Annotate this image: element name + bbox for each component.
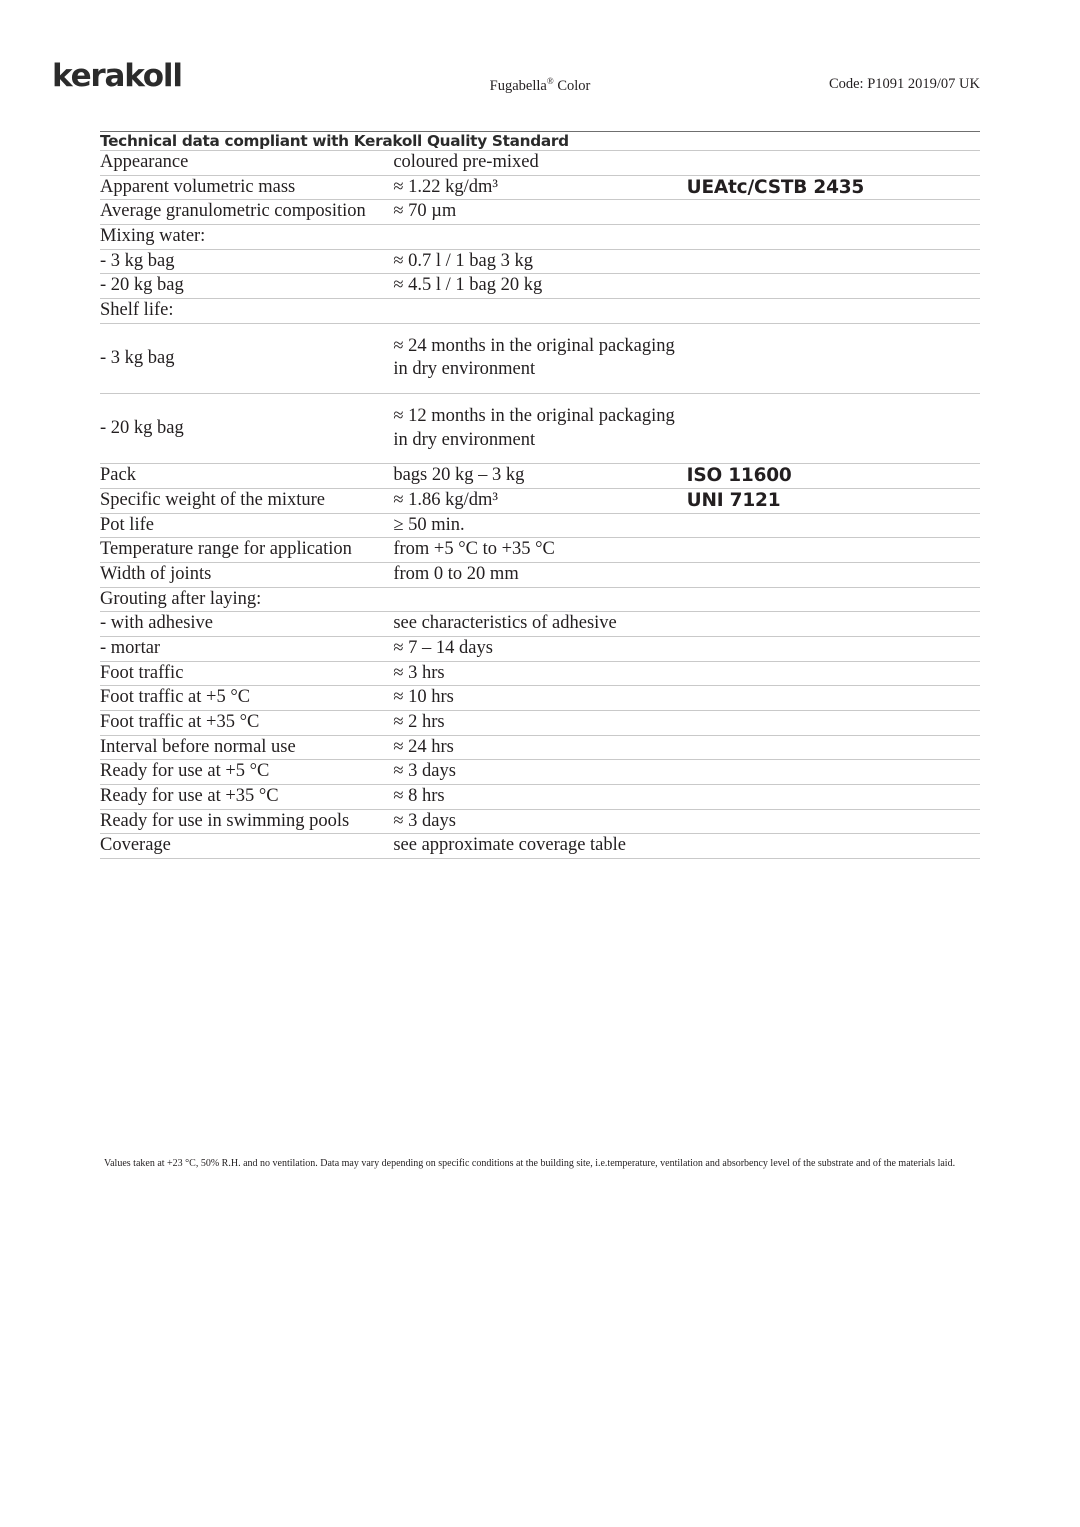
- row-reference: [687, 563, 980, 588]
- row-reference: [687, 735, 980, 760]
- row-value: from 0 to 20 mm: [393, 563, 686, 588]
- table-row: [100, 760, 980, 785]
- row-label: Foot traffic at +35 °C: [100, 711, 393, 736]
- row-reference: [687, 538, 980, 563]
- row-label: - 20 kg bag: [100, 394, 393, 464]
- row-reference: [687, 151, 980, 176]
- table-row: [100, 151, 980, 176]
- table-row: [100, 274, 980, 299]
- row-reference: ISO 11600: [687, 464, 980, 489]
- table-row: [100, 735, 980, 760]
- row-value: ≈ 24 hrs: [393, 735, 686, 760]
- table-row: [100, 249, 980, 274]
- technical-data-table-wrapper: [100, 131, 980, 859]
- row-label: Coverage: [100, 834, 393, 859]
- row-value: [393, 299, 686, 324]
- registered-mark: ®: [546, 76, 554, 86]
- row-value: ≈ 3 days: [393, 809, 686, 834]
- row-value: bags 20 kg – 3 kg: [393, 464, 686, 489]
- table-row: [100, 323, 980, 393]
- row-label: Mixing water:: [100, 225, 393, 250]
- row-label: - 3 kg bag: [100, 323, 393, 393]
- row-value: ≈ 2 hrs: [393, 711, 686, 736]
- table-row: [100, 637, 980, 662]
- row-value: ≈ 3 hrs: [393, 661, 686, 686]
- row-reference: [687, 637, 980, 662]
- row-value: see characteristics of adhesive: [393, 612, 686, 637]
- row-value: ≈ 8 hrs: [393, 785, 686, 810]
- table-row: [100, 175, 980, 200]
- row-value: coloured pre-mixed: [393, 151, 686, 176]
- row-reference: [687, 299, 980, 324]
- product-name-suffix: Color: [553, 77, 591, 94]
- row-label: Foot traffic at +5 °C: [100, 686, 393, 711]
- row-label: Appearance: [100, 151, 393, 176]
- row-value: ≈ 1.86 kg/dm³: [393, 489, 686, 514]
- row-value: [393, 587, 686, 612]
- row-reference: [687, 686, 980, 711]
- row-value: ≈ 3 days: [393, 760, 686, 785]
- row-reference: [687, 809, 980, 834]
- row-label: - 3 kg bag: [100, 249, 393, 274]
- row-label: Pack: [100, 464, 393, 489]
- row-label: - with adhesive: [100, 612, 393, 637]
- row-label: Apparent volumetric mass: [100, 175, 393, 200]
- row-label: Pot life: [100, 513, 393, 538]
- row-value: ≈ 0.7 l / 1 bag 3 kg: [393, 249, 686, 274]
- row-reference: [687, 274, 980, 299]
- row-label: - 20 kg bag: [100, 274, 393, 299]
- table-row: [100, 711, 980, 736]
- row-reference: [687, 711, 980, 736]
- table-row: [100, 299, 980, 324]
- technical-data-table: [100, 131, 980, 859]
- table-row: [100, 587, 980, 612]
- row-value: ≈ 70 µm: [393, 200, 686, 225]
- table-title: Technical data compliant with Kerakoll Quality Standard: [100, 132, 980, 151]
- row-reference: [687, 323, 980, 393]
- row-reference: [687, 785, 980, 810]
- row-label: Ready for use at +35 °C: [100, 785, 393, 810]
- row-label: Average granulometric composition: [100, 200, 393, 225]
- row-reference: UEAtc/CSTB 2435: [687, 175, 980, 200]
- kerakoll-logo: kerakoll: [52, 58, 182, 94]
- row-label: Foot traffic: [100, 661, 393, 686]
- table-row: [100, 834, 980, 859]
- row-label: Shelf life:: [100, 299, 393, 324]
- technical-data-table-body: [100, 132, 980, 859]
- row-reference: [687, 612, 980, 637]
- table-row: [100, 809, 980, 834]
- table-row: [100, 200, 980, 225]
- row-value: [393, 225, 686, 250]
- row-value: ≈ 4.5 l / 1 bag 20 kg: [393, 274, 686, 299]
- row-label: Ready for use at +5 °C: [100, 760, 393, 785]
- table-row: [100, 464, 980, 489]
- row-reference: [687, 249, 980, 274]
- row-reference: [687, 394, 980, 464]
- row-label: - mortar: [100, 637, 393, 662]
- row-value: ≥ 50 min.: [393, 513, 686, 538]
- row-value: see approximate coverage table: [393, 834, 686, 859]
- row-value: from +5 °C to +35 °C: [393, 538, 686, 563]
- row-reference: [687, 200, 980, 225]
- row-reference: UNI 7121: [687, 489, 980, 514]
- row-reference: [687, 661, 980, 686]
- row-value: ≈ 1.22 kg/dm³: [393, 175, 686, 200]
- row-reference: [687, 834, 980, 859]
- document-code: Code: P1091 2019/07 UK: [828, 76, 980, 92]
- row-reference: [687, 225, 980, 250]
- row-value: ≈ 12 months in the original packaging in dry environment: [393, 394, 686, 464]
- footnote: Values taken at +23 °C, 50% R.H. and no ventilation. Data may vary depending on specific conditions at the building site, i.e.temperature, ventilation and absorbency level of the substrate and of the materials laid.: [104, 1158, 956, 1169]
- table-row: [100, 225, 980, 250]
- row-label: Grouting after laying:: [100, 587, 393, 612]
- row-value: ≈ 10 hrs: [393, 686, 686, 711]
- table-row: [100, 513, 980, 538]
- table-row: [100, 394, 980, 464]
- row-label: Temperature range for application: [100, 538, 393, 563]
- table-row: [100, 489, 980, 514]
- table-title-row: [100, 132, 980, 151]
- row-reference: [687, 760, 980, 785]
- row-reference: [687, 513, 980, 538]
- row-reference: [687, 587, 980, 612]
- row-value: ≈ 7 – 14 days: [393, 637, 686, 662]
- table-row: [100, 563, 980, 588]
- table-row: [100, 661, 980, 686]
- product-name-text: Fugabella: [489, 77, 547, 94]
- table-row: [100, 785, 980, 810]
- row-label: Ready for use in swimming pools: [100, 809, 393, 834]
- table-row: [100, 612, 980, 637]
- page-header: [0, 58, 1080, 104]
- row-label: Width of joints: [100, 563, 393, 588]
- table-row: [100, 538, 980, 563]
- row-value: ≈ 24 months in the original packaging in dry environment: [393, 323, 686, 393]
- row-label: Specific weight of the mixture: [100, 489, 393, 514]
- row-label: Interval before normal use: [100, 735, 393, 760]
- table-row: [100, 686, 980, 711]
